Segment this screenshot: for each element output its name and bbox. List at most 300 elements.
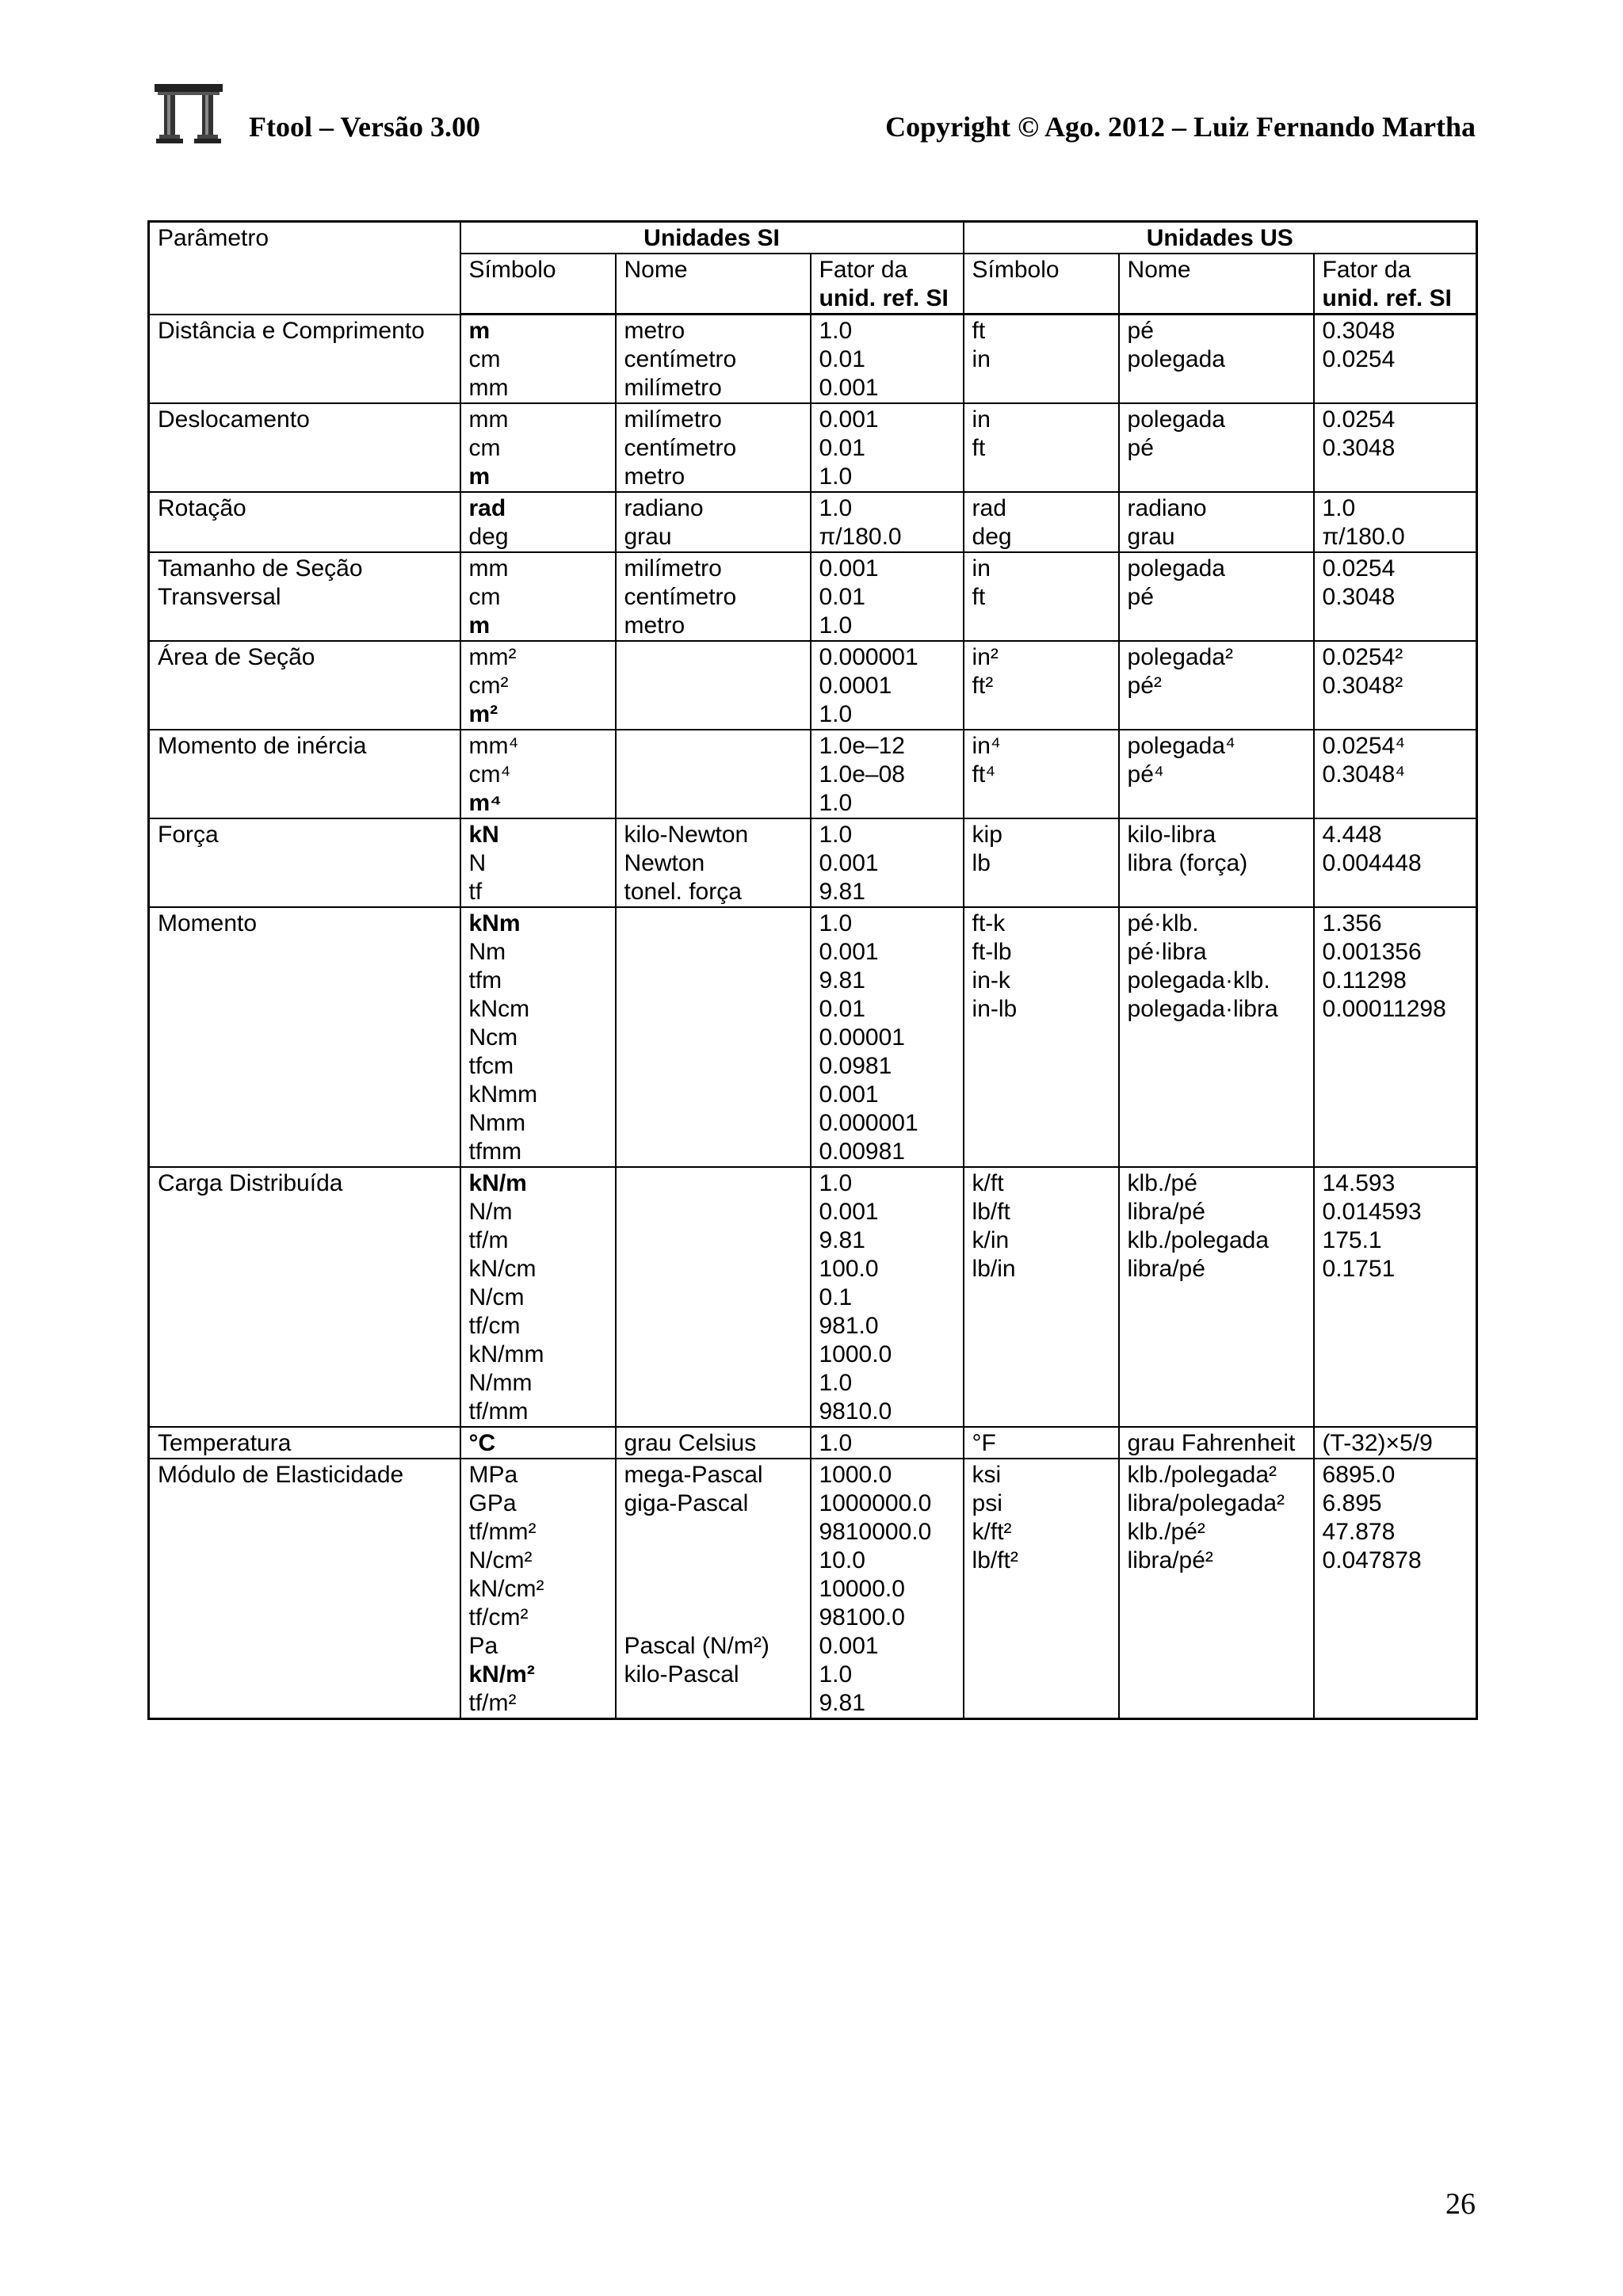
cell-line: kN/cm bbox=[468, 1256, 537, 1282]
cell-line: ft-lb bbox=[972, 939, 1012, 965]
table-row bbox=[149, 641, 1477, 730]
cell-line: GPa bbox=[468, 1490, 517, 1516]
cell-line: 0.001 bbox=[819, 850, 879, 876]
si-factor-header bbox=[811, 254, 964, 315]
cell-line: ft bbox=[972, 318, 986, 344]
cell-line: 0.0254 bbox=[1322, 346, 1396, 372]
cell-line: 0.11298 bbox=[1322, 967, 1407, 994]
cell-line: 1.0 bbox=[819, 790, 853, 816]
si-symbol-cell bbox=[460, 403, 616, 492]
us-name-cell bbox=[1119, 907, 1314, 1167]
cell-line: pé·klb. bbox=[1127, 910, 1199, 936]
cell-line: 981.0 bbox=[819, 1313, 879, 1339]
cell-line: mm bbox=[468, 406, 509, 433]
cell-line: kilo-libra bbox=[1127, 822, 1216, 848]
cell-line: 0.001 bbox=[819, 375, 879, 401]
cell-line: Rotação bbox=[158, 495, 246, 521]
table-row bbox=[149, 403, 1477, 492]
cell-line: rad bbox=[468, 495, 506, 521]
cell-line: 1.0 bbox=[819, 463, 853, 490]
us-name-cell bbox=[1119, 730, 1314, 818]
header-copyright: Copyright © Ago. 2012 – Luiz Fernando Martha bbox=[885, 111, 1476, 143]
cell-line: 0.047878 bbox=[1322, 1547, 1422, 1573]
cell-line: 1.0 bbox=[819, 910, 853, 936]
cell-line: in⁴ bbox=[972, 733, 1001, 759]
cell-line: ft⁴ bbox=[972, 761, 996, 788]
cell-line: 1000.0 bbox=[819, 1341, 892, 1367]
cell-line: 0.01 bbox=[819, 346, 865, 372]
table-row bbox=[149, 818, 1477, 907]
cell-line: Temperatura bbox=[158, 1430, 292, 1456]
parameter-cell bbox=[149, 1427, 460, 1459]
us-factor-cell bbox=[1314, 492, 1477, 552]
si-name-cell bbox=[616, 907, 811, 1167]
parameter-cell bbox=[149, 492, 460, 552]
us-symbol-cell bbox=[964, 315, 1119, 404]
cell-line: grau Celsius bbox=[624, 1430, 757, 1456]
cell-line: tonel. força bbox=[624, 879, 742, 905]
cell-line: 98100.0 bbox=[819, 1604, 905, 1630]
cell-line: cm⁴ bbox=[468, 761, 511, 788]
cell-line: tf/mm² bbox=[468, 1519, 537, 1545]
si-name-cell bbox=[616, 315, 811, 404]
cell-line: 47.878 bbox=[1322, 1519, 1396, 1545]
cell-line: Área de Seção bbox=[158, 644, 315, 670]
cell-line: lb/in bbox=[972, 1256, 1016, 1282]
us-factor-header bbox=[1314, 254, 1477, 315]
us-name-cell bbox=[1119, 1427, 1314, 1459]
cell-line: pé bbox=[1127, 435, 1154, 461]
us-factor-cell bbox=[1314, 403, 1477, 492]
us-factor-cell bbox=[1314, 552, 1477, 641]
cell-line: pé⁴ bbox=[1127, 761, 1164, 788]
cell-line: Transversal bbox=[158, 584, 281, 610]
si-factor-cell bbox=[811, 730, 964, 818]
cell-line: kip bbox=[972, 822, 1002, 848]
table-row bbox=[149, 552, 1477, 641]
cell-line: kNcm bbox=[468, 996, 530, 1022]
table-row bbox=[149, 1167, 1477, 1427]
us-factor-cell bbox=[1314, 1167, 1477, 1427]
cell-line bbox=[624, 1547, 802, 1575]
cell-line: kNmm bbox=[468, 1081, 538, 1108]
cell-line bbox=[624, 1518, 802, 1547]
cell-line: in bbox=[972, 346, 991, 372]
cell-line: Módulo de Elasticidade bbox=[158, 1462, 404, 1488]
si-name-cell bbox=[616, 1167, 811, 1427]
cell-line: libra/polegada² bbox=[1127, 1490, 1285, 1516]
cell-line: Nmm bbox=[468, 1110, 526, 1136]
cell-line: centímetro bbox=[624, 435, 737, 461]
table-row bbox=[149, 1427, 1477, 1459]
cell-line: 0.0254 bbox=[1322, 555, 1396, 582]
cell-line: tf/m bbox=[468, 1227, 509, 1253]
cell-line: 0.000001 bbox=[819, 1110, 918, 1136]
cell-line: 9810000.0 bbox=[819, 1519, 932, 1545]
cell-line: tf/cm bbox=[468, 1313, 521, 1339]
cell-line: lb/ft² bbox=[972, 1547, 1018, 1573]
cell-line: cm bbox=[468, 346, 501, 372]
cell-line: cm² bbox=[468, 673, 509, 699]
cell-line: 6.895 bbox=[1322, 1490, 1382, 1516]
us-name-cell bbox=[1119, 403, 1314, 492]
us-name-cell bbox=[1119, 552, 1314, 641]
cell-line: in² bbox=[972, 644, 999, 670]
cell-line: 0.001356 bbox=[1322, 939, 1422, 965]
cell-line: 1.0 bbox=[819, 1170, 853, 1196]
si-factor-cell bbox=[811, 818, 964, 907]
cell-line: (T-32)×5/9 bbox=[1322, 1430, 1433, 1456]
us-symbol-cell bbox=[964, 1459, 1119, 1719]
si-name-cell bbox=[616, 492, 811, 552]
us-symbol-cell bbox=[964, 641, 1119, 730]
cell-line: kilo-Pascal bbox=[624, 1661, 739, 1688]
cell-line: 0.00011298 bbox=[1322, 996, 1446, 1022]
cell-line: 0.0001 bbox=[819, 673, 892, 699]
cell-line: pé·libra bbox=[1127, 939, 1207, 965]
si-symbol-cell bbox=[460, 1427, 616, 1459]
si-factor-cell bbox=[811, 1459, 964, 1719]
cell-line: polegada·klb. bbox=[1127, 967, 1270, 994]
si-factor-header-line: unid. ref. SI bbox=[819, 285, 949, 311]
us-units-header: Unidades US bbox=[964, 222, 1477, 254]
cell-line: Nm bbox=[468, 939, 506, 965]
cell-line: Força bbox=[158, 822, 219, 848]
cell-line: in bbox=[972, 406, 991, 433]
si-symbol-cell bbox=[460, 492, 616, 552]
cell-line: Tamanho de Seção bbox=[158, 555, 363, 582]
si-symbol-cell bbox=[460, 730, 616, 818]
cell-line: metro bbox=[624, 318, 685, 344]
cell-line: milímetro bbox=[624, 375, 722, 401]
cell-line: m bbox=[468, 318, 491, 344]
cell-line: klb./pé² bbox=[1127, 1519, 1205, 1545]
cell-line: grau bbox=[624, 524, 672, 550]
cell-line: pé bbox=[1127, 584, 1154, 610]
si-name-cell bbox=[616, 552, 811, 641]
cell-line: 0.001 bbox=[819, 1199, 879, 1225]
cell-line: ft bbox=[972, 584, 986, 610]
us-factor-cell bbox=[1314, 315, 1477, 404]
cell-line: mega-Pascal bbox=[624, 1462, 763, 1488]
cell-line: 1.0 bbox=[819, 1370, 853, 1396]
parameter-header: Parâmetro bbox=[149, 222, 460, 315]
cell-line: 6895.0 bbox=[1322, 1462, 1396, 1488]
cell-line: kN bbox=[468, 822, 499, 848]
cell-line: N/cm bbox=[468, 1284, 525, 1310]
table-row bbox=[149, 730, 1477, 818]
cell-line: m bbox=[468, 463, 491, 490]
si-factor-cell bbox=[811, 403, 964, 492]
us-symbol-cell bbox=[964, 492, 1119, 552]
si-symbol-cell bbox=[460, 552, 616, 641]
cell-line: klb./polegada² bbox=[1127, 1462, 1277, 1488]
cell-line: 0.1 bbox=[819, 1284, 853, 1310]
cell-line: k/ft bbox=[972, 1170, 1004, 1196]
cell-line: 0.01 bbox=[819, 435, 865, 461]
cell-line: 10000.0 bbox=[819, 1576, 905, 1602]
cell-line: 0.01 bbox=[819, 996, 865, 1022]
cell-line: 0.001 bbox=[819, 555, 879, 582]
si-name-cell bbox=[616, 1427, 811, 1459]
us-factor-cell bbox=[1314, 1459, 1477, 1719]
cell-line: in-k bbox=[972, 967, 1010, 994]
cell-line: 9810.0 bbox=[819, 1398, 892, 1425]
cell-line: deg bbox=[972, 524, 1012, 550]
cell-line: tf/cm² bbox=[468, 1604, 529, 1630]
si-name-header: Nome bbox=[616, 254, 811, 315]
cell-line: 0.001 bbox=[819, 406, 879, 433]
cell-line: 0.00001 bbox=[819, 1024, 905, 1051]
parameter-cell bbox=[149, 1167, 460, 1427]
cell-line: tf/m² bbox=[468, 1690, 517, 1716]
cell-line: kN/m² bbox=[468, 1661, 535, 1688]
cell-line: 0.0981 bbox=[819, 1053, 892, 1079]
cell-line: 1.0 bbox=[819, 1430, 853, 1456]
cell-line: mm² bbox=[468, 644, 517, 670]
cell-line: 1.0e–12 bbox=[819, 733, 905, 759]
cell-line: 1.0 bbox=[1322, 495, 1356, 521]
cell-line: centímetro bbox=[624, 346, 737, 372]
parameter-cell bbox=[149, 641, 460, 730]
cell-line: Pascal (N/m²) bbox=[624, 1633, 769, 1659]
us-factor-cell bbox=[1314, 1427, 1477, 1459]
si-factor-cell bbox=[811, 492, 964, 552]
cell-line: tf/mm bbox=[468, 1398, 529, 1425]
cell-line: libra/pé² bbox=[1127, 1547, 1213, 1573]
us-factor-cell bbox=[1314, 641, 1477, 730]
cell-line: kNm bbox=[468, 910, 521, 936]
page-number: 26 bbox=[1445, 2187, 1476, 2221]
si-name-cell bbox=[616, 641, 811, 730]
cell-line: 0.3048 bbox=[1322, 318, 1396, 344]
cell-line: klb./polegada bbox=[1127, 1227, 1270, 1253]
us-factor-header-line: unid. ref. SI bbox=[1322, 285, 1452, 311]
us-factor-cell bbox=[1314, 818, 1477, 907]
cell-line: milímetro bbox=[624, 406, 722, 433]
cell-line: k/ft² bbox=[972, 1519, 1012, 1545]
cell-line: 0.0254⁴ bbox=[1322, 733, 1406, 759]
si-name-cell bbox=[616, 1459, 811, 1719]
cell-line: kN/m bbox=[468, 1170, 527, 1196]
cell-line: radiano bbox=[624, 495, 704, 521]
cell-line: radiano bbox=[1127, 495, 1207, 521]
us-factor-cell bbox=[1314, 907, 1477, 1167]
cell-line: polegada bbox=[1127, 346, 1225, 372]
cell-line: lb bbox=[972, 850, 991, 876]
cell-line: MPa bbox=[468, 1462, 518, 1488]
cell-line: °F bbox=[972, 1430, 996, 1456]
cell-line: m⁴ bbox=[468, 790, 502, 816]
cell-line: Distância e Comprimento bbox=[158, 317, 425, 344]
us-symbol-cell bbox=[964, 1427, 1119, 1459]
cell-line: 1.0 bbox=[819, 612, 853, 639]
cell-line: lb/ft bbox=[972, 1199, 1010, 1225]
cell-line: N/m bbox=[468, 1199, 513, 1225]
cell-line bbox=[624, 1575, 802, 1604]
cell-line: 14.593 bbox=[1322, 1170, 1396, 1196]
cell-line: kN/mm bbox=[468, 1341, 544, 1367]
cell-line: kilo-Newton bbox=[624, 822, 749, 848]
cell-line: 9.81 bbox=[819, 1227, 865, 1253]
parameter-cell bbox=[149, 907, 460, 1167]
cell-line: polegada⁴ bbox=[1127, 733, 1235, 759]
us-symbol-cell bbox=[964, 730, 1119, 818]
si-units-header: Unidades SI bbox=[460, 222, 964, 254]
cell-line: m² bbox=[468, 701, 498, 727]
us-symbol-cell bbox=[964, 552, 1119, 641]
si-factor-cell bbox=[811, 907, 964, 1167]
cell-line: N/mm bbox=[468, 1370, 533, 1396]
si-name-cell bbox=[616, 818, 811, 907]
table-row bbox=[149, 1459, 1477, 1719]
si-symbol-header: Símbolo bbox=[460, 254, 616, 315]
parameter-cell bbox=[149, 730, 460, 818]
us-name-cell bbox=[1119, 1167, 1314, 1427]
cell-line: tf bbox=[468, 879, 483, 905]
cell-line: ft-k bbox=[972, 910, 1006, 936]
cell-line: m bbox=[468, 612, 491, 639]
cell-line: 0.1751 bbox=[1322, 1256, 1396, 1282]
table-row bbox=[149, 315, 1477, 404]
cell-line: polegada·libra bbox=[1127, 996, 1278, 1022]
cell-line: k/in bbox=[972, 1227, 1010, 1253]
cell-line: N/cm² bbox=[468, 1547, 533, 1573]
cell-line: 1000000.0 bbox=[819, 1490, 932, 1516]
cell-line: grau Fahrenheit bbox=[1127, 1430, 1296, 1456]
cell-line: 1.0 bbox=[819, 495, 853, 521]
cell-line: π/180.0 bbox=[819, 524, 902, 550]
cell-line: N bbox=[468, 850, 487, 876]
cell-line: giga-Pascal bbox=[624, 1490, 749, 1516]
header-title: Ftool – Versão 3.00 bbox=[249, 111, 480, 143]
cell-line: tfcm bbox=[468, 1053, 514, 1079]
cell-line: 9.81 bbox=[819, 1690, 865, 1716]
si-factor-cell bbox=[811, 1167, 964, 1427]
cell-line: 4.448 bbox=[1322, 822, 1382, 848]
cell-line: 0.001 bbox=[819, 939, 879, 965]
cell-line: Momento bbox=[158, 910, 258, 936]
table-row bbox=[149, 907, 1477, 1167]
si-symbol-cell bbox=[460, 1459, 616, 1719]
parameter-cell bbox=[149, 552, 460, 641]
cell-line: 1.0 bbox=[819, 701, 853, 727]
us-factor-cell bbox=[1314, 730, 1477, 818]
cell-line: π/180.0 bbox=[1322, 524, 1405, 550]
us-name-cell bbox=[1119, 492, 1314, 552]
parameter-cell bbox=[149, 403, 460, 492]
si-factor-cell bbox=[811, 315, 964, 404]
cell-line: 1000.0 bbox=[819, 1462, 892, 1488]
cell-line: polegada² bbox=[1127, 644, 1233, 670]
cell-line: libra (força) bbox=[1127, 850, 1248, 876]
cell-line: polegada bbox=[1127, 406, 1225, 433]
cell-line: 0.001 bbox=[819, 1633, 879, 1659]
us-name-cell bbox=[1119, 315, 1314, 404]
cell-line: metro bbox=[624, 612, 685, 639]
cell-line: Ncm bbox=[468, 1024, 518, 1051]
us-name-cell bbox=[1119, 641, 1314, 730]
cell-line: 0.3048 bbox=[1322, 435, 1396, 461]
cell-line: klb./pé bbox=[1127, 1170, 1197, 1196]
cell-line: Pa bbox=[468, 1633, 498, 1659]
cell-line: ft² bbox=[972, 673, 994, 699]
cell-line: Momento de inércia bbox=[158, 733, 367, 759]
cell-line: 9.81 bbox=[819, 879, 865, 905]
si-name-cell bbox=[616, 730, 811, 818]
cell-line: polegada bbox=[1127, 555, 1225, 582]
parameter-cell bbox=[149, 1459, 460, 1719]
ftool-logo-icon bbox=[153, 82, 224, 146]
cell-line: in-lb bbox=[972, 996, 1018, 1022]
cell-line: pé bbox=[1127, 318, 1154, 344]
cell-line: 0.3048² bbox=[1322, 673, 1403, 699]
us-factor-header-line: Fator da bbox=[1322, 257, 1411, 283]
cell-line: mm⁴ bbox=[468, 733, 519, 759]
cell-line: 1.0 bbox=[819, 1661, 853, 1688]
us-symbol-header: Símbolo bbox=[964, 254, 1119, 315]
cell-line: kN/cm² bbox=[468, 1576, 544, 1602]
cell-line: 0.0254² bbox=[1322, 644, 1403, 670]
si-factor-header-line: Fator da bbox=[819, 257, 908, 283]
cell-line: libra/pé bbox=[1127, 1199, 1205, 1225]
si-symbol-cell bbox=[460, 818, 616, 907]
cell-line: centímetro bbox=[624, 584, 737, 610]
cell-line: tfm bbox=[468, 967, 502, 994]
us-symbol-cell bbox=[964, 907, 1119, 1167]
cell-line: 1.0 bbox=[819, 318, 853, 344]
cell-line: 100.0 bbox=[819, 1256, 879, 1282]
cell-line: 1.0e–08 bbox=[819, 761, 905, 788]
us-name-cell bbox=[1119, 1459, 1314, 1719]
cell-line: 10.0 bbox=[819, 1547, 865, 1573]
cell-line bbox=[624, 1604, 802, 1632]
cell-line: 0.3048 bbox=[1322, 584, 1396, 610]
us-symbol-cell bbox=[964, 403, 1119, 492]
cell-line: 0.014593 bbox=[1322, 1199, 1422, 1225]
cell-line: °C bbox=[468, 1430, 496, 1456]
cell-line: 0.00981 bbox=[819, 1138, 905, 1165]
table-row bbox=[149, 492, 1477, 552]
cell-line: 175.1 bbox=[1322, 1227, 1382, 1253]
cell-line: cm bbox=[468, 435, 501, 461]
cell-line: Newton bbox=[624, 850, 705, 876]
si-factor-cell bbox=[811, 641, 964, 730]
cell-line: grau bbox=[1127, 524, 1175, 550]
cell-line: 1.0 bbox=[819, 822, 853, 848]
cell-line: 1.356 bbox=[1322, 910, 1382, 936]
cell-line: psi bbox=[972, 1490, 1002, 1516]
cell-line: Deslocamento bbox=[158, 406, 310, 433]
cell-line: rad bbox=[972, 495, 1006, 521]
cell-line: 0.004448 bbox=[1322, 850, 1422, 876]
si-name-cell bbox=[616, 403, 811, 492]
table-header-row bbox=[149, 222, 1477, 254]
si-symbol-cell bbox=[460, 315, 616, 404]
cell-line: 0.001 bbox=[819, 1081, 879, 1108]
si-symbol-cell bbox=[460, 1167, 616, 1427]
cell-line: deg bbox=[468, 524, 509, 550]
cell-line: ft bbox=[972, 435, 986, 461]
cell-line: tfmm bbox=[468, 1138, 522, 1165]
cell-line: ksi bbox=[972, 1462, 1002, 1488]
si-factor-cell bbox=[811, 552, 964, 641]
cell-line: Carga Distribuída bbox=[158, 1170, 343, 1196]
cell-line: 9.81 bbox=[819, 967, 865, 994]
us-symbol-cell bbox=[964, 818, 1119, 907]
cell-line: mm bbox=[468, 375, 509, 401]
cell-line: 0.01 bbox=[819, 584, 865, 610]
